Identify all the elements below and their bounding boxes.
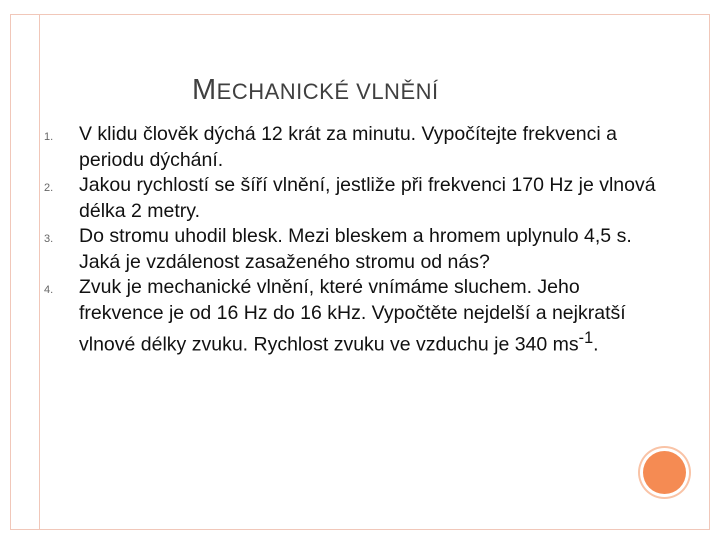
- item-number: 2.: [44, 182, 54, 194]
- item-text: Jakou rychlostí se šíří vlnění, jestliže při frekvenci 170 Hz je vlnová délka 2 metry.: [79, 174, 656, 222]
- item-text-main: Zvuk je mechanické vlnění, které vnímáme sluchem. Jeho frekvence je od 16 Hz do 16 kHz. Vypočtěte nejdelší a nejkratší vlnové délky zvuku. Rychlost zvuku ve vzduchu je 340 ms: [79, 276, 626, 356]
- item-text: [79, 275, 664, 358]
- list-item: [44, 173, 664, 224]
- list-item: [44, 224, 664, 275]
- list-item: [44, 275, 664, 358]
- item-text: Do stromu uhodil blesk. Mezi bleskem a hromem uplynulo 4,5 s. Jaká je vzdálenost zasaženého stromu od nás?: [79, 225, 632, 273]
- item-number: 4.: [44, 284, 54, 296]
- question-list: [44, 122, 664, 358]
- list-item: [44, 122, 664, 173]
- item-text-end: .: [593, 333, 599, 356]
- item-text-superscript: -1: [578, 329, 594, 347]
- title-initial: M: [192, 74, 217, 106]
- decorative-circle: [643, 451, 686, 494]
- item-number: 3.: [44, 233, 54, 245]
- slide-title: [192, 74, 439, 107]
- item-number: 1.: [44, 131, 54, 143]
- title-rest: ECHANICKÉ VLNĚNÍ: [216, 79, 439, 104]
- item-text: V klidu člověk dýchá 12 krát za minutu. Vypočítejte frekvenci a periodu dýchání.: [79, 123, 617, 171]
- left-margin-rule: [39, 14, 40, 530]
